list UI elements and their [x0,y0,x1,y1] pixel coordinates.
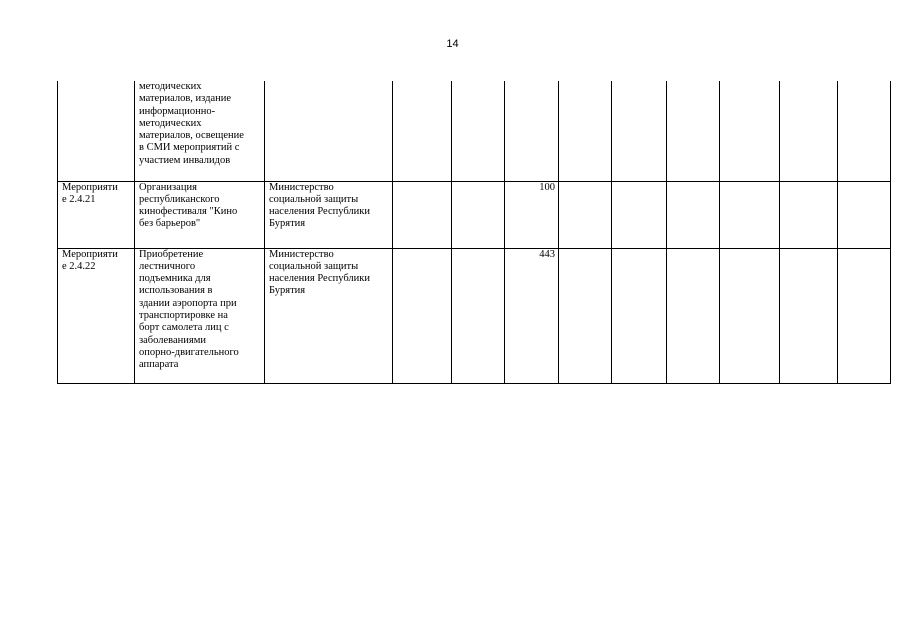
value-cell [838,181,891,248]
value-cell [838,81,891,181]
measure-id-cell: Мероприяти е 2.4.21 [58,181,135,248]
value-cell [452,248,505,383]
table-row [58,181,891,248]
value-cell [720,81,780,181]
value-cell [667,248,720,383]
measure-description-cell: методических материалов, издание информационно- методических материалов, освещение в СМИ мероприятий с участием инвалидов [135,81,265,181]
table-row [58,81,891,181]
measure-description-cell: Приобретение лестничного подъемника для использования в здании аэропорта при транспортировке на борт самолета лиц с заболеваниями опорно-двигательного аппарата [135,248,265,383]
value-cell [559,248,612,383]
value-cell [780,81,838,181]
value-cell [780,248,838,383]
value-cell [720,181,780,248]
executor-cell: Министерство социальной защиты населения Республики Бурятия [265,181,393,248]
value-cell [838,248,891,383]
value-cell [393,248,452,383]
page-number: 14 [446,38,459,50]
measure-id-cell [58,81,135,181]
value-cell [505,81,559,181]
table-row [58,248,891,383]
measures-table [57,81,891,384]
value-cell [720,248,780,383]
executor-cell [265,81,393,181]
value-cell [667,81,720,181]
executor-cell: Министерство социальной защиты населения Республики Бурятия [265,248,393,383]
value-cell [612,81,667,181]
value-cell [452,181,505,248]
measure-description-cell: Организация республиканского кинофестиваля "Кино без барьеров" [135,181,265,248]
measure-id-cell: Мероприяти е 2.4.22 [58,248,135,383]
value-cell [612,248,667,383]
value-cell [559,181,612,248]
value-cell [393,181,452,248]
value-cell [612,181,667,248]
value-cell: 443 [505,248,559,383]
value-cell [393,81,452,181]
value-cell [559,81,612,181]
value-cell [780,181,838,248]
value-cell: 100 [505,181,559,248]
value-cell [452,81,505,181]
value-cell [667,181,720,248]
